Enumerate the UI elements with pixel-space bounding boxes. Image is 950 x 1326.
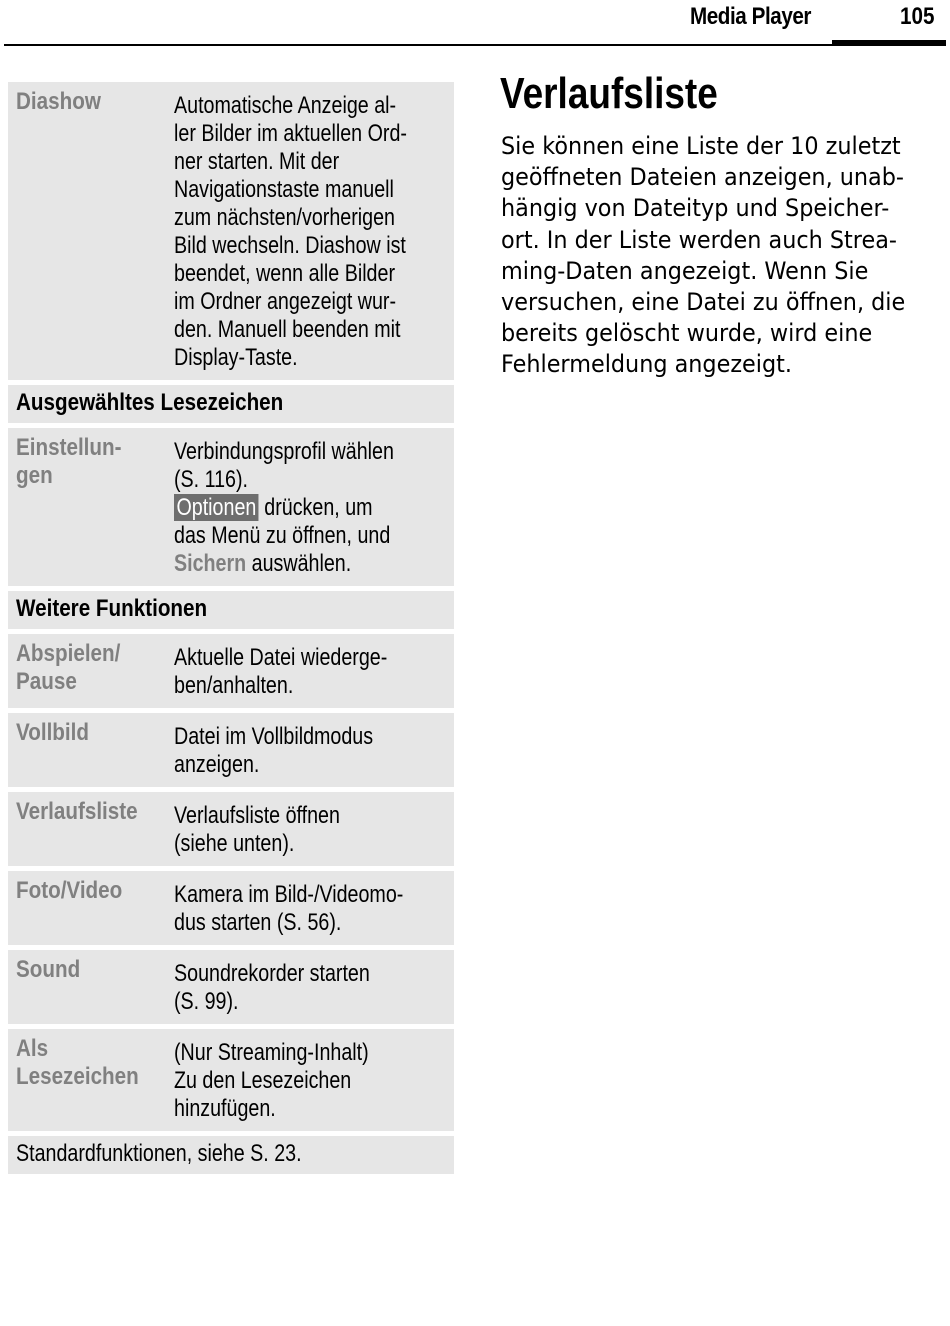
term-line: Als: [16, 1035, 49, 1062]
section-heading-bookmark: [8, 385, 454, 423]
desc-als-lesezeichen: [174, 1035, 446, 1123]
desc-line: Display-Taste.: [174, 344, 298, 371]
desc-line: Verbindungsprofil wählen: [174, 438, 394, 465]
term-sound: [16, 956, 152, 1016]
term-diashow: Diashow: [16, 88, 101, 115]
term-foto-video: [16, 877, 152, 937]
desc-line: anzeigen.: [174, 751, 260, 778]
table-row-als-lesezeichen: [8, 1029, 454, 1131]
section-title-verlaufsliste: Verlaufsliste: [500, 69, 718, 118]
body-line: ort. In der Liste werden auch Strea-: [501, 225, 897, 254]
body-line: Fehlermeldung angezeigt.: [501, 350, 793, 379]
desc-line: ben/anhalten.: [174, 672, 294, 699]
desc-line: zum nächsten/vorherigen: [174, 204, 395, 231]
desc-line: ler Bilder im aktuellen Ord-: [174, 120, 407, 147]
section-heading-text: Weitere Funktionen: [16, 595, 208, 622]
table-row-vollbild: [8, 713, 454, 787]
desc-line: beendet, wenn alle Bilder: [174, 260, 396, 287]
desc-line: Zu den Lesezeichen: [174, 1067, 352, 1094]
desc-line: hinzufügen.: [174, 1095, 276, 1122]
header-rule-accent: [832, 40, 946, 46]
desc-line: Kamera im Bild-/Videomo-: [174, 881, 404, 908]
desc-einstellungen: [174, 434, 446, 578]
desc-text: drücken, um: [258, 494, 373, 521]
term-line: Foto/Video: [16, 877, 123, 904]
term-einstellungen: [16, 434, 152, 578]
desc-line: [174, 494, 397, 522]
body-line: versuchen, eine Datei zu öffnen, die: [501, 288, 906, 317]
term-line: Abspielen/: [16, 640, 121, 667]
term-als-lesezeichen: [16, 1035, 152, 1123]
body-line: bereits gelöscht wurde, wird eine: [501, 319, 873, 348]
table-row-foto-video: [8, 871, 454, 945]
desc-abspielen: [174, 640, 446, 700]
section-body-verlaufsliste: [501, 131, 947, 381]
desc-sound: [174, 956, 446, 1016]
desc-line: (S. 116).: [174, 466, 249, 493]
desc-diashow: [174, 88, 458, 372]
desc-line: das Menü zu öffnen, und: [174, 522, 391, 549]
body-line: geöffneten Dateien anzeigen, unab-: [501, 163, 904, 192]
table-row-einstellungen: [8, 428, 454, 586]
desc-verlaufsliste: [174, 798, 446, 858]
body-line: ming-Daten angezeigt. Wenn Sie: [501, 256, 869, 285]
header-rule: [4, 44, 946, 46]
term-line: Sound: [16, 956, 81, 983]
page-number: 105: [900, 3, 935, 30]
desc-line: Datei im Vollbildmodus: [174, 723, 374, 750]
desc-text: auswählen.: [246, 550, 352, 577]
term-line: Lesezeichen: [16, 1063, 139, 1090]
desc-line: Navigationstaste manuell: [174, 176, 394, 203]
desc-line: (siehe unten).: [174, 830, 295, 857]
softkey-optionen: Optionen: [174, 494, 259, 521]
function-table: [8, 82, 454, 1179]
section-heading-text: Ausgewähltes Lesezeichen: [16, 389, 284, 416]
desc-foto-video: [174, 877, 454, 937]
table-footer-standard: [8, 1136, 454, 1174]
term-verlaufsliste: [16, 798, 152, 858]
footer-text: Standardfunktionen, siehe S. 23.: [16, 1140, 302, 1167]
desc-line: ner starten. Mit der: [174, 148, 340, 175]
running-header-title: Media Player: [690, 3, 812, 30]
table-row-verlaufsliste: [8, 792, 454, 866]
term-line: Vollbild: [16, 719, 90, 746]
desc-line: den. Manuell beenden mit: [174, 316, 401, 343]
desc-line: Soundrekorder starten: [174, 960, 370, 987]
term-line: Pause: [16, 668, 77, 695]
desc-line: Verlaufsliste öffnen: [174, 802, 340, 829]
term-vollbild: [16, 719, 152, 779]
term-line: gen: [16, 462, 53, 489]
desc-vollbild: [174, 719, 446, 779]
table-row-diashow: [8, 82, 454, 380]
desc-line: im Ordner angezeigt wur-: [174, 288, 397, 315]
desc-line: (Nur Streaming-Inhalt): [174, 1039, 369, 1066]
desc-line: Automatische Anzeige al-: [174, 92, 397, 119]
term-line: Verlaufsliste: [16, 798, 138, 825]
table-row-abspielen: [8, 634, 454, 708]
body-line: Sie können eine Liste der 10 zuletzt: [501, 132, 901, 160]
table-row-sound: [8, 950, 454, 1024]
desc-line: [174, 550, 397, 578]
term-line: Einstellun-: [16, 434, 122, 461]
term-abspielen: [16, 640, 152, 700]
desc-line: dus starten (S. 56).: [174, 909, 342, 936]
desc-line: Bild wechseln. Diashow ist: [174, 232, 406, 259]
desc-line: (S. 99).: [174, 988, 239, 1015]
desc-line: Aktuelle Datei wiederge-: [174, 644, 388, 671]
section-heading-more: [8, 591, 454, 629]
menu-item-sichern: Sichern: [174, 550, 247, 577]
body-line: hängig von Dateityp und Speicher-: [501, 194, 890, 223]
